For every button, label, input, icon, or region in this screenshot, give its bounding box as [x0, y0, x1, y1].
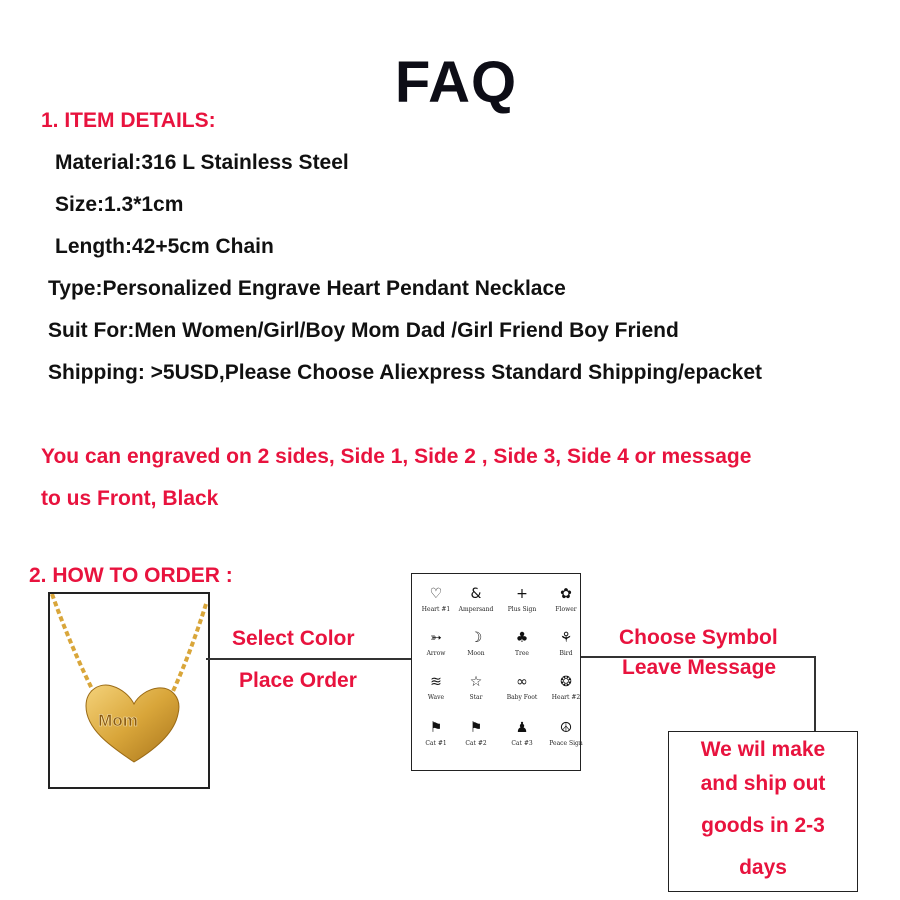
pendant-photo	[48, 592, 210, 789]
page-title: FAQ	[394, 50, 518, 115]
symbol-cat	[454, 720, 498, 748]
size-line: Size:1.3*1cm	[55, 193, 184, 216]
symbol-label: Heart #2	[551, 694, 581, 701]
shipping-line-1: We wil make	[700, 738, 826, 761]
symbol-plus	[500, 586, 544, 614]
symbol-label: Moon	[467, 650, 485, 657]
symbol-label: Peace Sign	[549, 740, 583, 747]
material-line: Material:316 L Stainless Steel	[55, 151, 349, 174]
length-line: Length:42+5cm Chain	[55, 235, 274, 258]
symbol-chart	[411, 573, 581, 771]
symbol-ampersand	[454, 586, 498, 614]
shipping-line: Shipping: >5USD,Please Choose Aliexpress Standard Shipping/epacket	[48, 361, 762, 384]
connector-line-1	[206, 658, 411, 660]
arrow-icon: ➳	[430, 630, 442, 646]
cat-icon: ⚑	[469, 720, 483, 736]
symbol-cat	[414, 720, 458, 748]
engraving-note-line2: to us Front, Black	[41, 487, 219, 510]
symbol-peace-sign	[544, 720, 588, 748]
suit-for-line: Suit For:Men Women/Girl/Boy Mom Dad /Girl Friend Boy Friend	[48, 319, 679, 342]
shipping-line-2: and ship out	[700, 772, 826, 795]
symbol-tree	[500, 630, 544, 658]
symbol-star	[454, 674, 498, 702]
baby-foot-icon: ∞	[516, 674, 528, 690]
star-icon: ☆	[469, 674, 483, 690]
shipping-line-4: days	[739, 856, 787, 879]
cat-icon: ♟	[515, 720, 529, 736]
bird-icon: ⚘	[559, 630, 573, 646]
cat-icon: ⚑	[429, 720, 443, 736]
connector-line-3	[814, 656, 816, 731]
symbol-baby-foot	[500, 674, 544, 702]
heart-sunburst-icon: ❂	[560, 674, 572, 690]
symbol-moon	[454, 630, 498, 658]
symbol-heart-outline	[414, 586, 458, 614]
symbol-label: Wave	[427, 694, 445, 701]
pendant-illustration	[50, 594, 208, 787]
symbol-cat	[500, 720, 544, 748]
type-line: Type:Personalized Engrave Heart Pendant Necklace	[48, 277, 566, 300]
symbol-label: Cat #2	[465, 740, 487, 747]
leave-message-text: Leave Message	[622, 656, 777, 679]
symbol-label: Arrow	[426, 650, 446, 657]
choose-symbol-text: Choose Symbol	[619, 626, 778, 649]
heart-outline-icon: ♡	[429, 586, 443, 602]
tree-icon: ♣	[515, 630, 529, 646]
symbol-arrow	[414, 630, 458, 658]
ampersand-icon: &	[470, 586, 482, 602]
select-color-text: Select Color	[232, 627, 355, 650]
shipping-line-3: goods in 2-3	[701, 814, 825, 837]
flower-icon: ✿	[560, 586, 572, 602]
symbol-bird	[544, 630, 588, 658]
place-order-text: Place Order	[239, 669, 357, 692]
moon-icon: ☽	[469, 630, 483, 646]
symbol-heart-sunburst	[544, 674, 588, 702]
how-to-order-heading: 2. HOW TO ORDER :	[29, 564, 233, 587]
symbol-label: Star	[469, 694, 483, 701]
symbol-label: Heart #1	[421, 606, 451, 613]
symbol-label: Flower	[555, 606, 577, 613]
engraving-note-line1: You can engraved on 2 sides, Side 1, Side 2 , Side 3, Side 4 or message	[41, 445, 752, 468]
symbol-label: Cat #3	[511, 740, 533, 747]
symbol-label: Plus Sign	[507, 606, 537, 613]
symbol-wave	[414, 674, 458, 702]
symbol-label: Cat #1	[425, 740, 447, 747]
symbol-label: Bird	[559, 650, 573, 657]
shipping-info-box	[668, 731, 858, 892]
plus-icon: +	[516, 586, 528, 602]
symbol-flower	[544, 586, 588, 614]
symbol-label: Ampersand	[458, 606, 494, 613]
peace-sign-icon: ☮	[559, 720, 573, 736]
wave-icon: ≋	[430, 674, 442, 690]
symbol-label: Tree	[515, 650, 529, 657]
item-details-heading: 1. ITEM DETAILS:	[41, 109, 216, 132]
symbol-label: Baby Foot	[506, 694, 538, 701]
engraving-text: Mom	[98, 711, 138, 730]
